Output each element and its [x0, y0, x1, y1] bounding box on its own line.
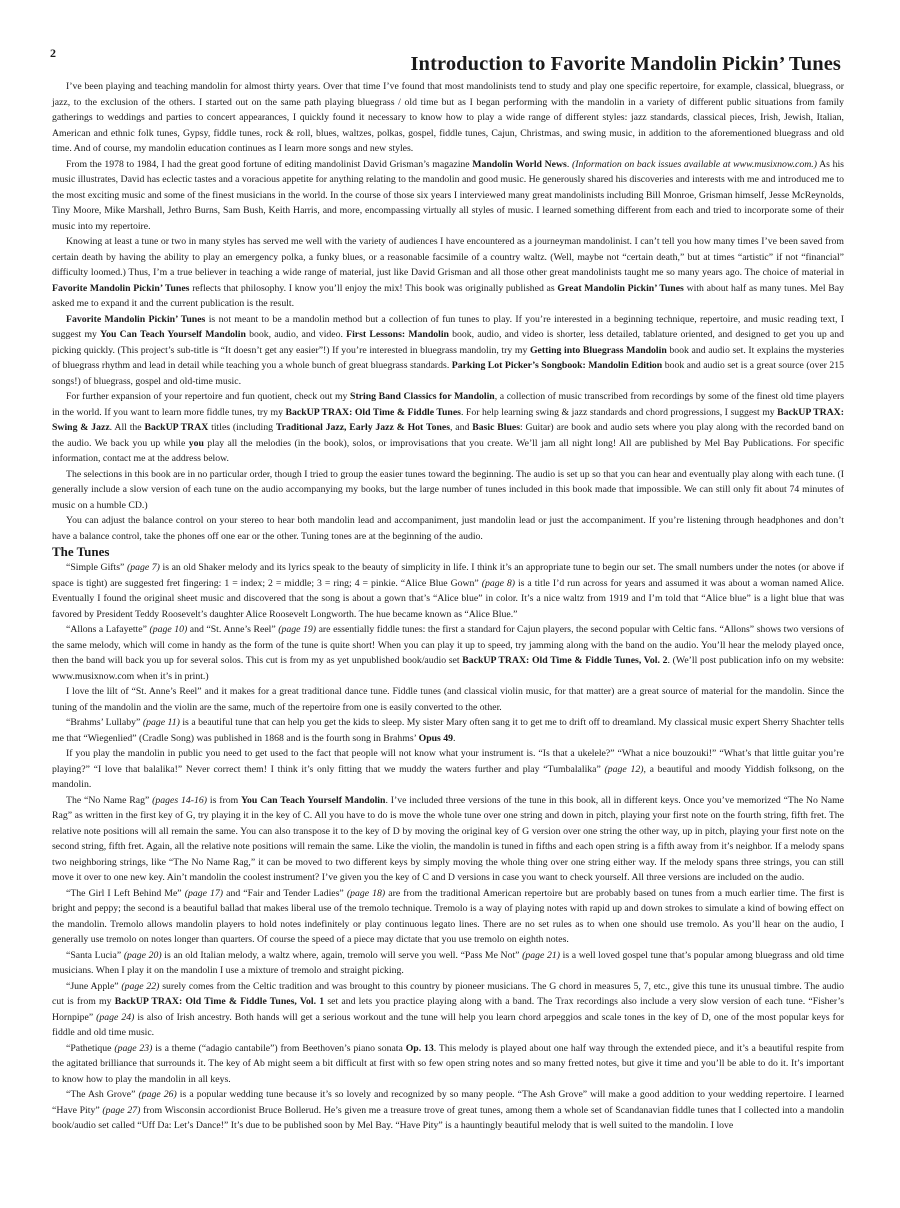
tunes-paragraph: I love the lilt of “St. Anne’s Reel” and it makes for a great traditional dance tune. Fiddle tunes (and classical violin music, for that matter) are a great source of material for the mandolin. Since the tuning of the mandolin and the violin are the same, much of the repertoire from one is easily converted to the other.	[52, 686, 844, 713]
tunes-paragraph: “Allons a Lafayette” (page 10) and “St. Anne’s Reel” (page 19) are essentially fiddle tunes: the first a standard for Cajun players, the second popular with Celtic fans. “Allons” shows two versions of the same melody, which will come in handy as the form of the tune is quite short! When you can play it up to speed, try jamming along with the band on the audio. You’ll hear the melody played once, then the band will back you up for several solos. This cut is from my as yet unpublished book/audio set BackUP TRAX: Old Time & Fiddle Tunes, Vol. 2. (We’ll post publication info on my website: www.musixnow.com when it’s in print.)	[52, 624, 844, 682]
tunes-paragraph: “Pathetique (page 23) is a theme (“adagio cantabile”) from Beethoven’s piano sonata Op. 13. This melody is played about one half way through the extended piece, and it’s a beautiful respite from the agitated brilliance that surrounds it. The key of Ab might seem a bit difficult at first with so few open string notes and so many fretted notes, but give it time and you’ll be able to do it. It’s important to know how to play the mandolin in all keys.	[52, 1042, 845, 1085]
intro-paragraph: Knowing at least a tune or two in many styles has served me well with the variety of audiences I have encountered as a journeyman mandolinist. I can’t tell you how many times I’ve been saved from certain death by having the ability to play an emergency polka, a funky blues, or a reasonable facsimile of a country waltz. (Well, maybe not “certain death,” but at times “artistic” if not “financial” difficulty loomed.) Thus, I’m a true believer in teaching a wide range of material, just like David Grisman and all those other great mandolinists taught me so many years ago. The choice of material in Favorite Mandolin Pickin’ Tunes reflects that philosophy. I know you’ll enjoy the mix! This book was originally published as Great Mandolin Pickin’ Tunes with about half as many tunes. Mel Bay asked me to expand it and the current publication is the result.	[52, 236, 844, 309]
tunes-paragraph: If you play the mandolin in public you need to get used to the fact that people will not know what your instrument is. “Is that a ukelele?” “What a nice bouzouki!” “What’s that little guitar you’re playing?” “I love that balalika!” Never correct them! I think it’s only fitting that we muddy the waters further and play “Tumbalalika” (page 12), a beautiful and moody Yiddish folksong, on the mandolin.	[52, 748, 844, 790]
tunes-section	[52, 560, 844, 1134]
intro-section	[52, 79, 844, 544]
section-heading: The Tunes	[52, 544, 110, 559]
tunes-paragraph: “Brahms’ Lullaby” (page 11) is a beautiful tune that can help you get the kids to sleep. My sister Mary often sang it to get me to drift off to dreamland. My classical music expert Sherry Shachter tells me that “Wiegenlied” (Cradle Song) was published in 1868 and is the fourth song in Brahms’ Opus 49.	[52, 717, 844, 744]
article-body	[52, 79, 844, 1134]
page-number: 2	[50, 46, 56, 60]
intro-paragraph: From the 1978 to 1984, I had the great good fortune of editing mandolinist David Grisman’s magazine Mandolin World News. (Information on back issues available at www.musixnow.com.) As his music illustrates, David has eclectic tastes and a voracious appetite for anything relating to the mandolin and good music. He generously shared his discoveries and interests with me and introduced me to the most exciting music and some of the finest musicians in the world. In the course of those six years I interviewed many great mandolinists including Bill Monroe, Grisman himself, Jesse McReynolds, Tiny Moore, Mike Marshall, Jethro Burns, Sam Bush, Keith Harris, and more, encompassing virtually all styles of music. I learned something different from each and tried to incorporate some of their music into my repertoire.	[52, 158, 844, 232]
page-title: Introduction to Favorite Mandolin Pickin’ Tunes	[410, 53, 841, 75]
intro-paragraph: I’ve been playing and teaching mandolin for almost thirty years. Over that time I’ve found that most mandolinists tend to study and play one specific repertoire, for example, classical, bluegrass, or jazz, to the exclusion of the others. I started out on the same path playing bluegrass / old time but as I began performing with the mandolin in a variety of different public situations from family gatherings to weddings and parties to concert appearances, I quickly found it necessary to know how to play a wide range of different styles: jazz standards, classical pieces, Irish, Jewish, Italian, American and ethnic folk tunes, Gypsy, fiddle tunes, rock & roll, blues, waltzes, polkas, gospel, fiddle tunes, Cajun, Christmas, and swing music, in addition to the aforementioned bluegrass and old time. And of course, my mandolin education continues as I learn more songs and new styles.	[52, 81, 844, 154]
intro-paragraph: The selections in this book are in no particular order, though I tried to group the easier tunes toward the beginning. The audio is set up so that you can hear and eventually play along with each tune. (I generally include a slow version of each tune on the audio accompanying my books, but the large number of tunes included in this book made that impossible. We can still only fit about 74 minutes of music on a humble CD.)	[52, 468, 844, 511]
tunes-paragraph: The “No Name Rag” (pages 14-16) is from You Can Teach Yourself Mandolin. I’ve included three versions of the tune in this book, all in different keys. Once you’ve memorized “The No Name Rag” as written in the first key of G, try playing it in the key of C. All you have to do is move the whole tune over one string and down in pitch, playing your first note on the fourth string, fifth fret. The relative note positions will all remain the same. You can also transpose it to the key of D by moving the original key of G version over one string the other way, up in pitch, playing your first note on the second string, fifth fret. Again, all the relative note positions will remain the same. Like the violin, the mandolin is tuned in fifths and each open string is a fifth away from it’s neighbor. If a melody spans two neighboring strings, like “The No Name Rag,” it can be moved to two different keys by simply moving the whole thing over one string either way. If the melody spans three strings, you can still move it over to one new key. Ain’t mandolin the coolest instrument? I’ve given you the key of C and D versions in case you want to check yourself. All three versions are included on the audio.	[52, 794, 845, 883]
tunes-paragraph: “The Girl I Left Behind Me” (page 17) and “Fair and Tender Ladies” (page 18) are from the traditional American repertoire but are probably based on tunes from a much earlier time. The first is bright and peppy; the second is a beautiful ballad that makes liberal use of the tremolo technique. Tremolo is a way of playing notes with rapid up and down strokes to simulate a kind of bowing effect on the mandolin. Tremolo allows mandolin players to hold notes indefinitely or play continuous legato lines. There are no set rules as to when one should use tremolo. As you’ll hear on the audio, I generally use tremolo on notes longer than quarters. Of course the speed of a piece may dictate that you use tremolo on eighth notes.	[52, 887, 844, 945]
tunes-paragraph: “Simple Gifts” (page 7) is an old Shaker melody and its lyrics speak to the beauty of simplicity in life. I think it’s an appropriate tune to begin our set. The small numbers under the notes (or above if space is tight) are suggested fret fingering: 1 = index; 2 = middle; 3 = ring; 4 = pinkie. “Alice Blue Gown” (page 8) is a title I’d run across for years and assumed it was about a woman named Alice. Eventually I found the original sheet music and discovered that the song is about a gown that’s “Alice blue” in color. It’s a nice waltz from 1919 and I’m told that “Alice blue” is a light blue that was favored by President Teddy Roosevelt’s daughter Alice Roosevelt Longworth. The hue became known as “Alice Blue.”	[52, 562, 844, 620]
tunes-paragraph: “The Ash Grove” (page 26) is a popular wedding tune because it’s so lovely and recognized by so many people. “The Ash Grove” will make a good addition to your wedding repertoire. I learned “Have Pity” (page 27) from Wisconsin accordionist Bruce Bollerud. He’s given me a treasure trove of great tunes, among them a whole set of Scandanavian fiddle tunes that I collected into a mandolin book/audio set called “Uff Da: Let’s Dance!” It’s due to be published soon by Mel Bay. “Have Pity” is a hauntingly beautiful melody that is well suited to the mandolin. I love	[52, 1089, 844, 1131]
intro-paragraph: For further expansion of your repertoire and fun quotient, check out my String Band Classics for Mandolin, a collection of music transcribed from recordings by some of the finest old time players in the world. If you want to learn more fiddle tunes, try my BackUP TRAX: Old Time & Fiddle Tunes. For help learning swing & jazz standards and chord progressions, I suggest my BackUP TRAX: Swing & Jazz. All the BackUP TRAX titles (including Traditional Jazz, Early Jazz & Hot Tones, and Basic Blues: Guitar) are book and audio sets where you play along with the recorded band on the audio. We back you up while you play all the melodies (in the book), solos, or improvisations that you create. We’ll jam all night long! All are published by Mel Bay Publications. For specific information, contact me at the address below.	[52, 391, 845, 464]
intro-paragraph: Favorite Mandolin Pickin’ Tunes is not meant to be a mandolin method but a collection of fun tunes to play. If you’re interested in a beginning technique, repertoire, and music reading text, I suggest my You Can Teach Yourself Mandolin book, audio, and video. First Lessons: Mandolin book, audio, and video is shorter, less detailed, tablature oriented, and designed to get you up and picking quickly. (This project’s sub-title is “It doesn’t get any easier”!) If you’re interested in bluegrass mandolin, try my Getting into Bluegrass Mandolin book and audio set. It explains the mysteries of bluegrass rhythm and lead in detail while teaching you a whole bunch of great bluegrass standards. Parking Lot Picker’s Songbook: Mandolin Edition book and audio set is a great source (over 215 songs!) of bluegrass, gospel and old-time music.	[52, 313, 845, 387]
intro-paragraph: You can adjust the balance control on your stereo to hear both mandolin lead and accompaniment, just mandolin lead or just the accompaniment. If you’re listening through headphones and don’t have a balance control, take the phones off one ear or the other. Tuning tones are at the beginning of the audio.	[52, 515, 844, 542]
tunes-paragraph: “June Apple” (page 22) surely comes from the Celtic tradition and was brought to this country by pioneer musicians. The G chord in measures 5, 7, etc., give this tune its unusual timbre. The audio cut is from my BackUP TRAX: Old Time & Fiddle Tunes, Vol. 1 set and lets you practice playing along with a band. The Trax recordings also include a very slow version of each tune. “Fisher’s Hornpipe” (page 24) is also of Irish ancestry. Both hands will get a serious workout and the tune will help you learn chord arpeggios and scale tones in the key of D, one of the most popular keys for fiddle and old time music.	[52, 980, 844, 1038]
tunes-paragraph: “Santa Lucia” (page 20) is an old Italian melody, a waltz where, again, tremolo will serve you well. “Pass Me Not” (page 21) is a well loved gospel tune that’s popular among bluegrass and old time musicians. When I play it on the mandolin I use a mixture of tremolo and straight picking.	[52, 949, 845, 976]
